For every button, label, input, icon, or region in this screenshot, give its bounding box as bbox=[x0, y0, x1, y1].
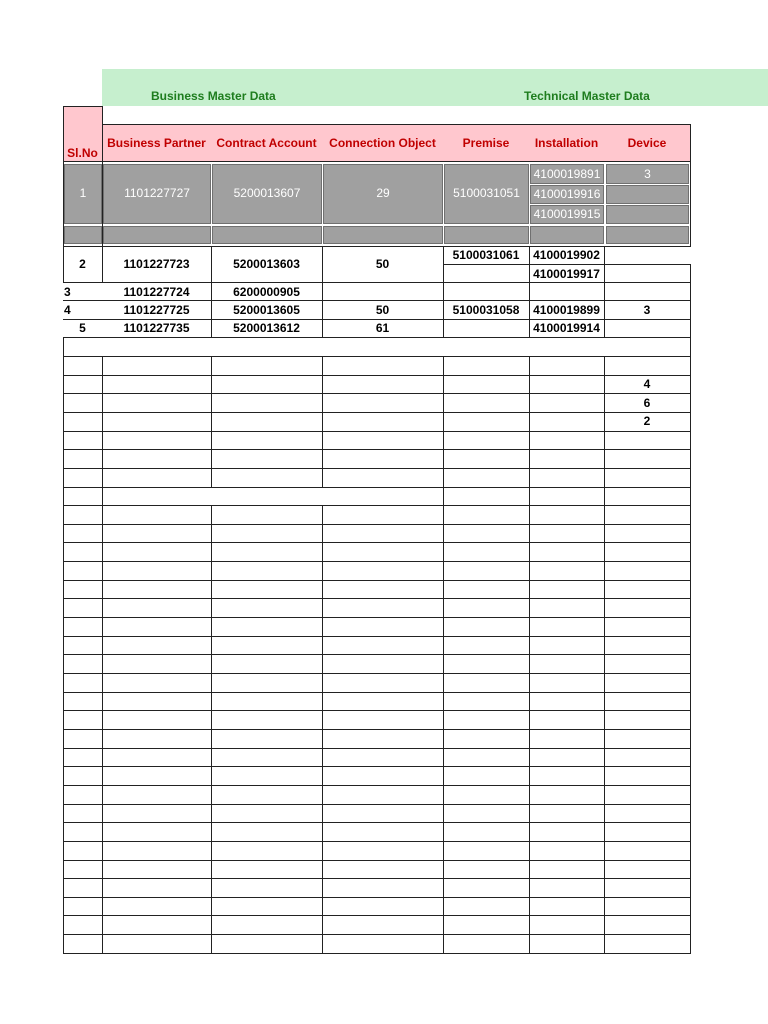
row5-connection-object: 61 bbox=[375, 321, 390, 335]
row4-installation: 4100019899 bbox=[533, 303, 600, 317]
grid-line bbox=[443, 356, 444, 953]
header-slno: Sl.No bbox=[67, 146, 98, 160]
grid-line bbox=[443, 264, 690, 265]
grid-line bbox=[63, 356, 691, 357]
row1-device: 3 bbox=[644, 167, 651, 181]
grid-line bbox=[63, 915, 691, 916]
row1-contract-account: 5200013607 bbox=[233, 186, 301, 200]
grid-line bbox=[63, 431, 691, 432]
gray-empty-cell bbox=[530, 226, 604, 244]
row4-business-partner: 1101227725 bbox=[123, 303, 190, 317]
grid-line bbox=[63, 161, 691, 162]
row1-installation-3: 4100019915 bbox=[533, 207, 601, 221]
row5-contract-account: 5200013612 bbox=[233, 321, 300, 335]
grid-line bbox=[211, 356, 212, 488]
row5-slno: 5 bbox=[79, 321, 86, 335]
grid-line bbox=[63, 953, 691, 954]
grid-line bbox=[63, 468, 691, 469]
grid-line bbox=[63, 692, 691, 693]
header-premise: Premise bbox=[462, 136, 510, 150]
grid-line bbox=[690, 124, 691, 246]
header-installation: Installation bbox=[534, 136, 599, 150]
grid-line bbox=[102, 356, 103, 953]
grid-line bbox=[63, 636, 691, 637]
grid-line bbox=[63, 524, 691, 525]
grid-line bbox=[63, 841, 691, 842]
grid-line bbox=[63, 542, 691, 543]
grid-line bbox=[63, 580, 691, 581]
gray-empty-cell bbox=[103, 226, 211, 244]
grid-line bbox=[322, 506, 323, 953]
row2-connection-object: 50 bbox=[375, 257, 390, 271]
grid-line bbox=[63, 766, 691, 767]
grid-line bbox=[63, 487, 691, 488]
row1-slno: 1 bbox=[79, 186, 87, 200]
row2-installation-2: 4100019917 bbox=[533, 267, 600, 281]
grid-line bbox=[690, 264, 691, 338]
header-contract-account: Contract Account bbox=[216, 136, 317, 150]
grid-line bbox=[63, 106, 102, 107]
gray-empty-cell bbox=[444, 226, 529, 244]
row5-business-partner: 1101227735 bbox=[123, 321, 190, 335]
grid-line bbox=[63, 617, 691, 618]
grid-line bbox=[63, 934, 691, 935]
row1-business-partner: 1101227727 bbox=[124, 186, 190, 200]
grid-line bbox=[63, 412, 691, 413]
device-extra-2: 6 bbox=[643, 396, 651, 410]
row1-premise: 5100031051 bbox=[453, 186, 520, 200]
row1-device-cell bbox=[606, 205, 689, 224]
grid-line bbox=[63, 822, 691, 823]
grid-line bbox=[63, 710, 691, 711]
row4-premise: 5100031058 bbox=[452, 303, 520, 317]
gray-empty-cell bbox=[212, 226, 322, 244]
grid-line bbox=[63, 449, 691, 450]
grid-line bbox=[63, 673, 691, 674]
grid-line bbox=[63, 393, 691, 394]
grid-line bbox=[604, 356, 605, 953]
row2-contract-account: 5200013603 bbox=[233, 257, 300, 271]
row2-installation-1: 4100019902 bbox=[533, 248, 600, 262]
device-extra-1: 4 bbox=[643, 377, 651, 391]
technical-master-data-label: Technical Master Data bbox=[524, 89, 650, 103]
gray-empty-cell bbox=[323, 226, 443, 244]
grid-line bbox=[102, 124, 690, 125]
row3-contract-account: 6200000905 bbox=[233, 285, 300, 299]
grid-line bbox=[529, 356, 530, 953]
business-master-data-label: Business Master Data bbox=[151, 89, 276, 103]
grid-line bbox=[63, 860, 691, 861]
row4-connection-object: 50 bbox=[375, 303, 390, 317]
header-device: Device bbox=[627, 136, 667, 150]
grid-line bbox=[63, 561, 691, 562]
grid-line bbox=[690, 337, 691, 953]
row3-business-partner: 1101227724 bbox=[123, 285, 190, 299]
row3-slno: 3 bbox=[64, 285, 71, 299]
grid-line bbox=[211, 506, 212, 953]
grid-line bbox=[63, 748, 691, 749]
grid-line bbox=[63, 804, 691, 805]
grid-line bbox=[63, 337, 691, 338]
grid-line bbox=[63, 282, 691, 283]
row5-installation: 4100019914 bbox=[533, 321, 600, 335]
grid-line bbox=[63, 300, 691, 301]
grid-line bbox=[63, 375, 691, 376]
row2-slno: 2 bbox=[79, 257, 86, 271]
row1-device-cell bbox=[606, 185, 689, 204]
row4-contract-account: 5200013605 bbox=[233, 303, 300, 317]
grid-line bbox=[63, 598, 691, 599]
row1-installation-1: 4100019891 bbox=[533, 167, 601, 181]
header-business-partner: Business Partner bbox=[107, 136, 206, 150]
row2-premise: 5100031061 bbox=[452, 248, 520, 262]
header-connection-object: Connection Object bbox=[329, 136, 436, 150]
grid-line bbox=[63, 654, 691, 655]
device-extra-3: 2 bbox=[643, 414, 651, 428]
row4-slno: 4 bbox=[64, 303, 71, 317]
grid-line bbox=[604, 246, 605, 338]
row1-connection-object: 29 bbox=[376, 186, 390, 200]
row1-installation-2: 4100019916 bbox=[533, 187, 601, 201]
grid-line bbox=[63, 337, 64, 953]
grid-line bbox=[63, 505, 691, 506]
grid-line bbox=[63, 878, 691, 879]
grid-line bbox=[63, 785, 691, 786]
row4-device: 3 bbox=[643, 303, 651, 317]
grid-line bbox=[322, 356, 323, 488]
grid-line bbox=[63, 897, 691, 898]
gray-empty-cell bbox=[606, 226, 689, 244]
grid-line bbox=[63, 729, 691, 730]
row2-business-partner: 1101227723 bbox=[123, 257, 190, 271]
gray-empty-cell bbox=[64, 226, 102, 244]
